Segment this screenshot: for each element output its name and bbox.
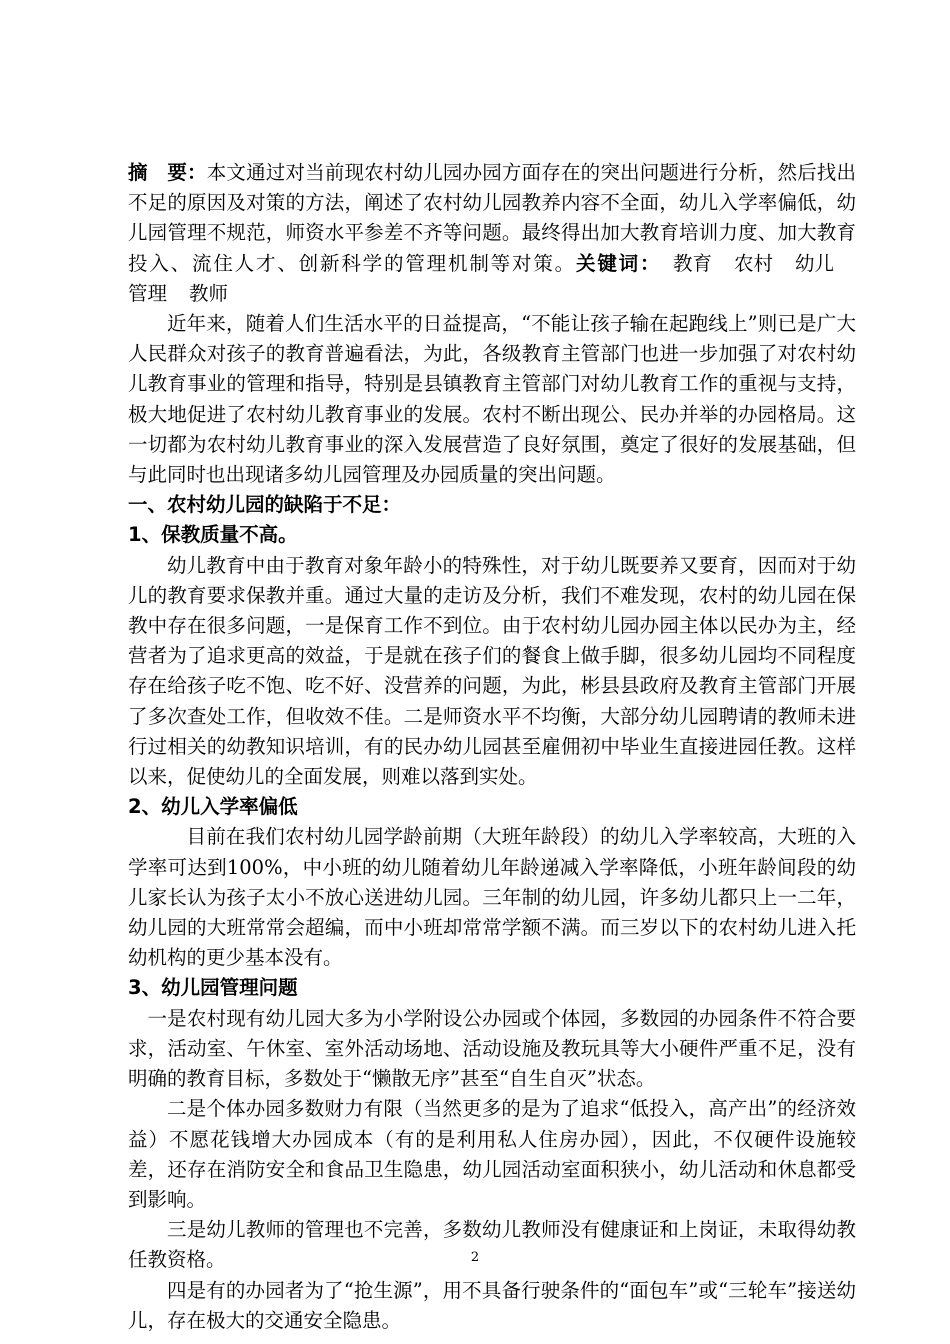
body-paragraph: 幼儿教育中由于教育对象年龄小的特殊性，对于幼儿既要养又要育，因而对于幼儿的教育要求保教并重。通过大量的走访及分析，我们不难发现，农村的幼儿园在保教中存在很多问题，一是保育工作不到位。由于农村幼儿园办园主体以民办为主，经营者为了追求更高的效益，于是就在孩子们的餐食上做手脚，很多幼儿园均不同程度存在给孩子吃不饱、吃不好、没营养的问题，为此，彬县县政府及教育主管部门开展了多次查处工作，但收效不佳。二是师资水平不均衡，大部分幼儿园聘请的教师未进行过相关的幼教知识培训，有的民办幼儿园甚至雇佣初中毕业生直接进园任教。这样以来，促使幼儿的全面发展，则难以落到实处。 [128, 553, 856, 789]
body-paragraph: 二是个体办园多数财力有限（当然更多的是为了追求“低投入，高产出”的经济效益）不愿花钱增大办园成本（有的是利用私人住房办园），因此，不仅硬件设施较差，还存在消防安全和食品卫生隐患，幼儿园活动室面积狭小，幼儿活动和休息都受到影响。 [128, 1097, 856, 1211]
keyword-item: 农村 [733, 251, 773, 275]
keywords-label: 关键词： [576, 251, 652, 275]
body-paragraph: 目前在我们农村幼儿园学龄前期（大班年龄段）的幼儿入学率较高，大班的入学率可达到100%，中小班的幼儿随着幼儿年龄递减入学率降低，小班年龄间段的幼儿家长认为孩子太小不放心送进幼儿园。三年制的幼儿园，许多幼儿都只上一二年，幼儿园的大班常常会超编，而中小班却常常学额不满。而三岁以下的农村幼儿进入托幼机构的更少基本没有。 [128, 825, 856, 970]
document-body [128, 158, 856, 1336]
section-heading: 一、农村幼儿园的缺陷于不足： [128, 493, 402, 517]
keyword-item: 管理 [128, 281, 168, 305]
body-paragraph: 一是农村现有幼儿园大多为小学附设公办园或个体园，多数园的办园条件不符合要求，活动室、午休室、室外活动场地、活动设施及教玩具等大小硬件严重不足，没有明确的教育目标，多数处于“懒散无序”甚至“自生自灭”状态。 [128, 1006, 856, 1091]
body-paragraph: 三是幼儿教师的管理也不完善，多数幼儿教师没有健康证和上岗证，未取得幼教任教资格。 [128, 1218, 856, 1272]
abstract-text: 本文通过对当前现农村幼儿园办园方面存在的突出问题进行分析，然后找出不足的原因及对策的方法，阐述了农村幼儿园教养内容不全面，幼儿入学率偏低，幼儿园管理不规范，师资水平参差不齐等问题。最终得出加大教育培训力度、加大教育投入、流住人才、创新科学的管理机制等对策。 [128, 161, 856, 275]
keyword-item: 教育 [672, 251, 712, 275]
subsection-heading: 2、幼儿入学率偏低 [128, 795, 298, 819]
subsection-heading: 3、幼儿园管理问题 [128, 976, 298, 1000]
keyword-item: 教师 [189, 281, 229, 305]
subsection-heading: 1、保教质量不高。 [128, 523, 298, 547]
keyword-item: 幼儿 [794, 251, 834, 275]
intro-paragraph: 近年来，随着人们生活水平的日益提高，“不能让孩子输在起跑线上”则已是广大人民群众对孩子的教育普遍看法，为此，各级教育主管部门也进一步加强了对农村幼儿教育事业的管理和指导，特别是县镇教育主管部门对幼儿教育工作的重视与支持，极大地促进了农村幼儿教育事业的发展。农村不断出现公、民办并举的办园格局。这一切都为农村幼儿教育事业的深入发展营造了良好氛围，奠定了很好的发展基础，但与此同时也出现诸多幼儿园管理及办园质量的突出问题。 [128, 312, 856, 487]
page-number: 2 [470, 1250, 480, 1265]
abstract-paragraph [128, 158, 856, 309]
body-paragraph: 四是有的办园者为了“抢生源”，用不具备行驶条件的“面包车”或“三轮车”接送幼儿，存在极大的交通安全隐患。 [128, 1278, 856, 1332]
abstract-label: 摘 要： [128, 161, 207, 184]
